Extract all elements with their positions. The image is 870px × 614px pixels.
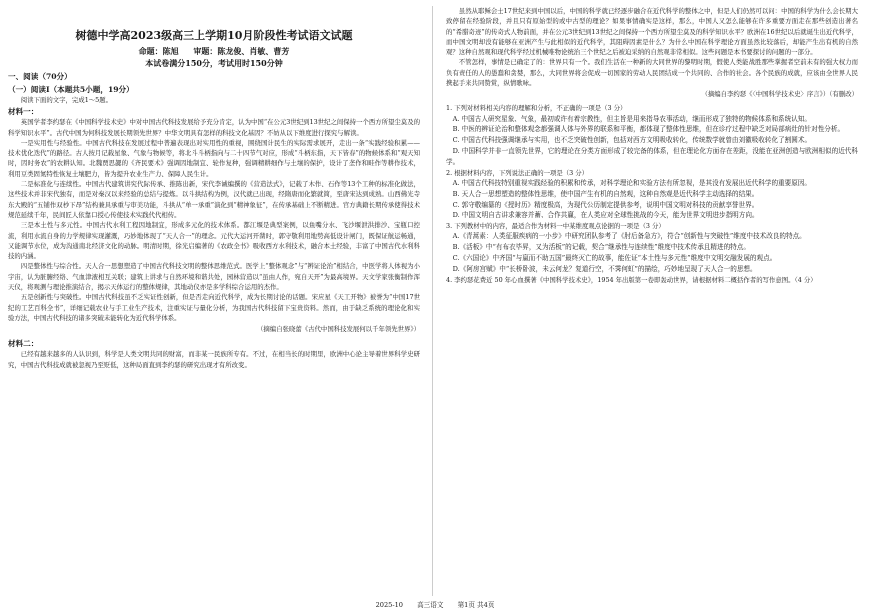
section-heading: 一、阅读（70分） xyxy=(8,72,72,81)
material2-source: （摘编自李约瑟《〈中国科学技术史〉序言》）（有删改） xyxy=(701,90,858,99)
question-option: C. 郭守敬编纂的《授时历》精度极高，为现代公历制定提供参考，说明中国文明对科技的贡献享誉世界。 xyxy=(452,200,759,209)
material2-paragraph: 已经有越来越多的人认识到，科学是人类文明共同的财富，而非某一民族所专有。不过，在相当长的时期里，欧洲中心论主导着世界科学史研究，中国古代科技成就被忽视乃至贬低，这种局面直到李约瑟的研究出现才有所改变。 xyxy=(8,350,420,369)
material1-paragraph: 英国学者李约瑟在《中国科学技术史》中对中国古代科技发展给予充分肯定，认为中国“在公元3世纪到13世纪之间保持一个西方所望尘莫及的科学知识水平”。古代中国为何科技发展长期领先世界？中华文明具有怎样的科技文化基因？不妨从以下维度进行探究与解读。 xyxy=(8,118,420,137)
question-stem: 1. 下列对材料相关内容的理解和分析，不正确的一项是（3 分） xyxy=(446,104,627,113)
footer-date: 2025-10 xyxy=(375,601,403,609)
question-option: C.《六国论》中齐国“与嬴而不助五国”最终灭亡的故事，能佐证“本土性与多元性”维度中文明交融发展的观点。 xyxy=(452,254,777,263)
material1-paragraph: 五是创新性与突破性。中国古代科技虽不乏实证性创新，但是否走向近代科学，成为长期讨论的话题。宋应星《天工开物》被誉为“中国17世纪的工艺百科全书”，详细记载农业与手工业生产技术，注重实证与量化分析，为我国古代科技留下宝贵资料。然而，由于缺乏系统的理论化和实验方法，中国古代科技的诸多突破未能转化为近代科学体系。 xyxy=(8,293,420,322)
proposer: 命题：陈旭 xyxy=(138,46,179,56)
right-column xyxy=(446,6,858,596)
question-option: A. 中国古代科技特别重视实践经验的积累和传承，对科学理论和实验方法有所忽视，是其没有发展出近代科学的重要原因。 xyxy=(452,178,812,187)
left-column xyxy=(8,6,420,596)
question-stem: 4. 李约瑟花费近 50 年心血撰著《中国科学技术史》，1954 年出版第一卷即轰动世界，请根据材料二概括作者的写作意图。（4 分） xyxy=(446,275,817,284)
question-option: B.《活板》中“有布衣毕昇，又为活板”的记载，契合“继承性与连续性”维度中技术传承且精进的特点。 xyxy=(452,243,750,252)
question-option: D.《阿房宫赋》中“长桥卧波，未云何龙？复道行空，不霁何虹”的描绘，巧妙地呈现了天人合一的思想。 xyxy=(452,264,757,273)
material1-paragraph: 三是本土性与多元性。中国古代水利工程因地制宜，形成多元化的技术体系。都江堰是典型案例，以鱼嘴分水、飞沙堰泄洪排沙、宝瓶口控流，利用水流自身的力学规律实现灌溉，巧妙地体现了“天人合一”的理念。元代大运河开凿时，郭守敬利用地势高低设计闸门，既保证航运畅通，又能调节水位，成为沟通南北经济文化的动脉。明清时期，徐光启编著的《农政全书》吸收西方水利技术，融合本土经验，丰富了中国古代水利科技的内涵。 xyxy=(8,221,420,261)
material2-label: 材料二： xyxy=(8,339,39,349)
question-stem: 2. 根据材料内容，下列说法正确的一项是（3 分） xyxy=(446,168,589,177)
question-stem: 3. 下列教材中的内容，最适合作为材料一中某维度观点论据的一项是（3 分） xyxy=(446,222,665,231)
subsection-heading: （一）阅读Ⅰ（本题共5小题，19分） xyxy=(8,85,134,94)
question-option: A. 中国古人研究星象、气象，最初或许有着宗教性，但主旨是用来指导农事活动，继而形成了独特的物候体系和系统认知。 xyxy=(452,114,812,123)
question-option: B. 中医的辨证论治和整体观念都强调人体与外界的联系和平衡，都体现了整体性思维，但在诊疗过程中缺乏对局部病灶的针对性分析。 xyxy=(452,125,845,134)
question-option: A.《青蒿素：人类征服疾病的一小步》中研究团队参考了《肘后备急方》，符合“创新性与突破性”维度中技术改良的特点。 xyxy=(452,232,806,241)
material1-label: 材料一： xyxy=(8,107,39,117)
material1-paragraph: 二是标准化与连续性。中国古代建筑讲究代际传承、推陈出新，宋代李诫编撰的《营造法式》，记载了木作、石作等13个工种的标准化做法，这些技术并非宋代独有，而是对秦汉以来经验的总结与提炼。以斗拱结构为例，汉代就已出现，经隋唐而化繁就简，至唐宋达到成熟。山西佛光寺东大殿的“五铺作双杪下昂”结构兼具承重与审美功能，斗拱从“单一承重”演化到“精神象征”，在传承基础上不断精进。官方典籍长期传承使得技术规范延续千年，民间匠人依靠口授心传使技术实践代代相传。 xyxy=(8,180,420,219)
instruction: 阅读下面的文字，完成1～5题。 xyxy=(20,96,113,104)
material2-paragraph: 虽然从耶稣会士17世纪来到中国以后，中国的科学就已经逐步融合在近代科学的整体之中，但是人们仍然可以问：中国的科学为什么会长期大致停留在经验阶段，并且只有原始型的或中古型的理论？如果事情确实是这样，那么，中国人又怎么能够在许多重要方面走在那些创造出著名的“希腊奇迹”的传奇式人物前面，并在公元3世纪到13世纪之间保持一个西方所望尘莫及的科学知识水平？欧洲在16世纪以后就诞生出近代科学，而中国文明却没有能够在亚洲产生与此相似的近代科学，其阻碍因素是什么？为什么中国在科学理论方面虽然比较落后，却能产生出有机的自然观？这种自然观和现代科学经过机械唯物论统治三个世纪之后被迫采纳的自然观非常相似。这些问题是本书要探讨的问题的一部分。 xyxy=(446,7,858,57)
page-footer xyxy=(0,600,870,610)
column-divider xyxy=(432,6,433,596)
exam-notice: 本试卷满分150分，考试用时150分钟 xyxy=(145,58,283,68)
material2-paragraph: 不管怎样，事情是已确定了的：世界只有一个。我们生活在一种新的大同世界的黎明时期，假使人类能战胜那些掌握者空前未有的强大权力而负有责任的人的愚蠢和贪婪，那么，大同世界将会促成一切国家的劳动人民团结成一个共同的、合作的社会。各个民族的成就，应该由全世界人民携起手来共同赞赏，纵情歌咏。 xyxy=(446,58,858,88)
footer-page: 第1页 共4页 xyxy=(457,601,495,609)
question-option: C. 中国古代科技强调继承与实用，也不乏突破性创新，包括对西方文明吸收转化，传统数学就曾由刘徽吸收转化了割圆术。 xyxy=(452,136,812,145)
question-option: B. 天人合一思想塑造的整体性思维，使中国产生有机的自然观，这种自然观是近代科学主动选择的结果。 xyxy=(452,189,759,198)
question-option: D. 中国文明自古讲求兼容并蓄、合作共赢，在人类应对全球性挑战的今天，能为世界文明进步指明方向。 xyxy=(452,211,759,220)
question-list xyxy=(446,103,858,285)
exam-credits xyxy=(8,45,420,57)
exam-title: 树德中学高2023级高三上学期10月阶段性考试语文试题 xyxy=(75,29,353,42)
footer-subject: 高三语文 xyxy=(417,601,444,609)
material1-paragraph: 一是实用性与经验性。中国古代科技在发展过程中普遍表现出对实用性的重视，围绕国计民生的实际需求展开，走出一条“实践经验积累——技术优化迭代”的路径。古人按月记载星象、气象与物候等，将北斗斗柄指向与二十四节气对应，形成“斗柄东指，天下皆春”的物候体系和“观天知时，因时务农”的农耕认知。北魏贾思勰的《齐民要术》强调因地制宜、轮作复种，强调精耕细作与土壤的保护，设计了垄作和畦作等耕作技术，利用豆类固氮特性恢复土壤肥力，皆为提升农业生产力、保障人民生计。 xyxy=(8,138,420,178)
material1-source: （摘编自张晓蕾《古代中国科技发展何以千年领先世界》） xyxy=(257,325,420,334)
question-option: D. 中国科学并非一直领先世界，它的理论在分类方面形成了较完备的体系，但在理论化方面存在差距，没能在亚洲创造与欧洲相似的近代科学。 xyxy=(446,147,858,166)
material1-paragraph: 四是整体性与综合性。天人合一思想塑造了中国古代科技文明的整体思维范式。医学上“整体观念”与“辨证论治”相结合，中医学将人体视为小宇宙，认为脏腑经络、气血津液相互关联；建筑上讲求与自然环境和谐共处，园林营造以“虽由人作，宛自天开”为最高境界。天文学家张衡制作浑天仪，将观测与理论推演结合，揭示天体运行的整体规律，其地动仪亦是多学科综合运用的杰作。 xyxy=(8,262,420,292)
reviewer: 审题：陈龙俊、肖敏、曹芳 xyxy=(193,46,290,56)
